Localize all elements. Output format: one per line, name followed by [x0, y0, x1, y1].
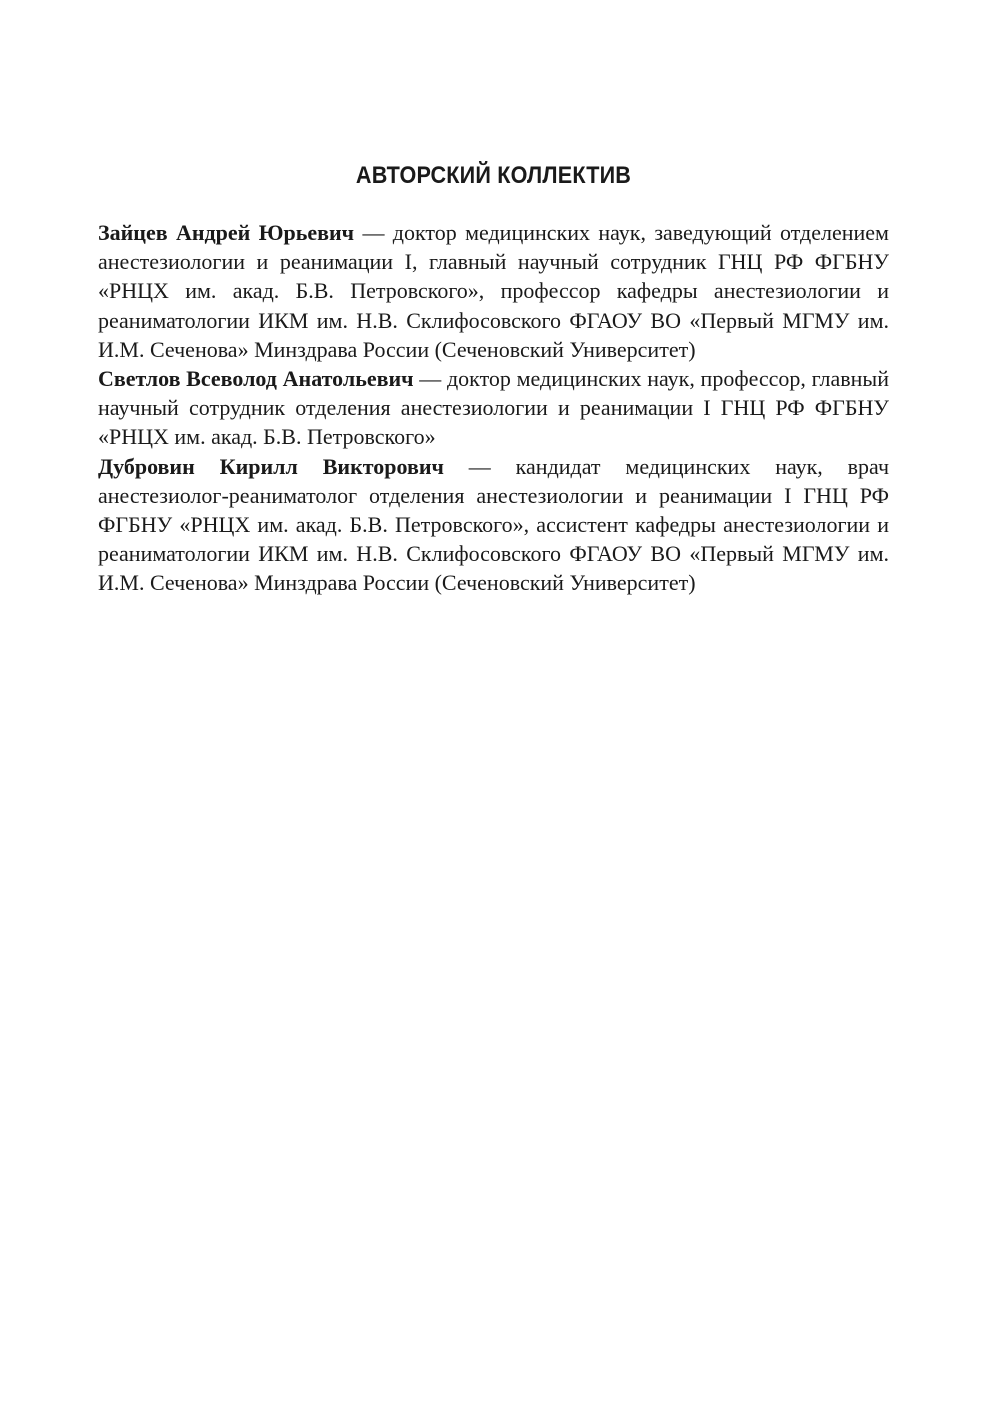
author-description: — доктор медицинских наук, профессор, главный научный сотрудник отделения анестезиологии и реанимации I ГНЦ РФ ФГБНУ «РНЦХ им. акад. Б.В. Петровского» — [98, 366, 889, 450]
author-list — [98, 218, 889, 598]
author-entry — [98, 452, 889, 598]
author-entry — [98, 218, 889, 364]
author-name: Светлов Всеволод Анатольевич — [98, 366, 414, 392]
author-description: — доктор медицинских наук, заведующий отделением анестезиологии и реанимации I, главный научный сотрудник ГНЦ РФ ФГБНУ «РНЦХ им. акад. Б.В. Петровского», профессор кафедры анестезиологии и реаниматологии ИКМ им. Н.В. Склифосовского ФГАОУ ВО «Первый МГМУ им. И.М. Сеченова» Минздрава России (Сеченовский Университет) — [98, 220, 889, 362]
author-name: Дубровин Кирилл Викторович — [98, 453, 444, 479]
page-title: АВТОРСКИЙ КОЛЛЕКТИВ — [355, 162, 632, 189]
author-name: Зайцев Андрей Юрьевич — [98, 220, 355, 245]
author-entry — [98, 364, 889, 452]
author-description: — кандидат медицинских наук, врач анестезиолог-реаниматолог отделения анестезиологии и реанимации I ГНЦ РФ ФГБНУ «РНЦХ им. акад. Б.В. Петровского», ассистент кафедры анестезиологии и реаниматологии ИКМ им. Н.В. Склифосовского ФГАОУ ВО «Первый МГМУ им. И.М. Сеченова» Минздрава России (Сеченовский Университет) — [98, 453, 890, 596]
